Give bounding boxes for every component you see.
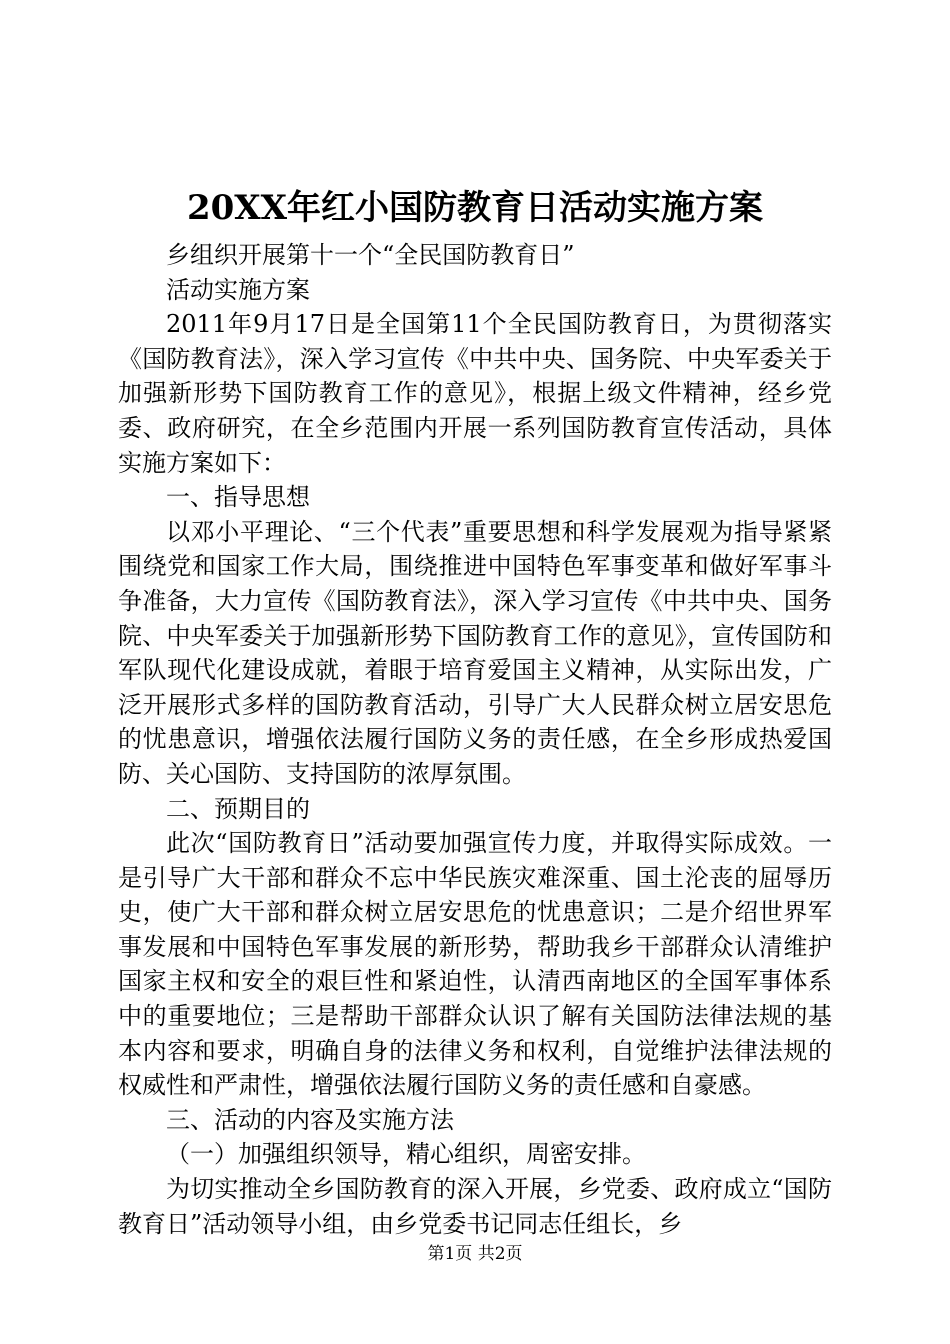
paragraph-intro: 2011年9月17日是全国第11个全民国防教育日，为贯彻落实《国防教育法》，深入学习宣传《中共中央、国务院、中央军委关于加强新形势下国防教育工作的意见》，根据上级文件精神，经乡党委、政府研究，在全乡范围内开展一系列国防教育宣传活动，具体实施方案如下： (118, 310, 832, 477)
section-heading-activity-content: 三、活动的内容及实施方法 (166, 1105, 454, 1134)
document-title: 20XX年红小国防教育日活动实施方案 (186, 188, 764, 228)
paragraph-subtitle-1: 乡组织开展第十一个“全民国防教育日” (166, 241, 575, 269)
paragraph-expected-goals: 此次“国防教育日”活动要加强宣传力度，并取得实际成效。一是引导广大干部和群众不忘中华民族灾难深重、国土沦丧的屈辱历史，使广大干部和群众树立居安思危的忧患意识；二是介绍世界军事发展和中国特色军事发展的新形势，帮助我乡干部群众认清维护国家主权和安全的艰巨性和紧迫性，认清西南地区的全国军事体系中的重要地位；三是帮助干部群众认识了解有关国防法律法规的基本内容和要求，明确自身的法律义务和权利，自觉维护法律法规的权威性和严肃性，增强依法履行国防义务的责任感和自豪感。 (118, 829, 832, 1100)
paragraph-guiding-thought: 以邓小平理论、“三个代表”重要思想和科学发展观为指导紧紧围绕党和国家工作大局，围绕推进中国特色军事变革和做好军事斗争准备，大力宣传《国防教育法》，深入学习宣传《中共中央、国务院、中央军委关于加强新形势下国防教育工作的意见》，宣传国防和军队现代化建设成就，着眼于培育爱国主义精神，从实际出发，广泛开展形式多样的国防教育活动，引导广大人民群众树立居安思危的忧患意识，增强依法履行国防义务的责任感，在全乡形成热爱国防、关心国防、支持国防的浓厚氛围。 (118, 517, 832, 788)
section-heading-expected-goals: 二、预期目的 (166, 794, 310, 823)
paragraph-organization: 为切实推动全乡国防教育的深入开展，乡党委、政府成立“国防教育日”活动领导小组，由乡党委书记同志任组长，乡 (118, 1175, 832, 1238)
paragraph-subtitle-2: 活动实施方案 (166, 275, 310, 304)
section-heading-guiding-thought: 一、指导思想 (166, 483, 310, 512)
page-footer: 第1页 共2页 (427, 1244, 523, 1264)
document-body (118, 238, 832, 1241)
subsection-heading-organization: （一）加强组织领导，精心组织，周密安排。 (166, 1140, 646, 1169)
